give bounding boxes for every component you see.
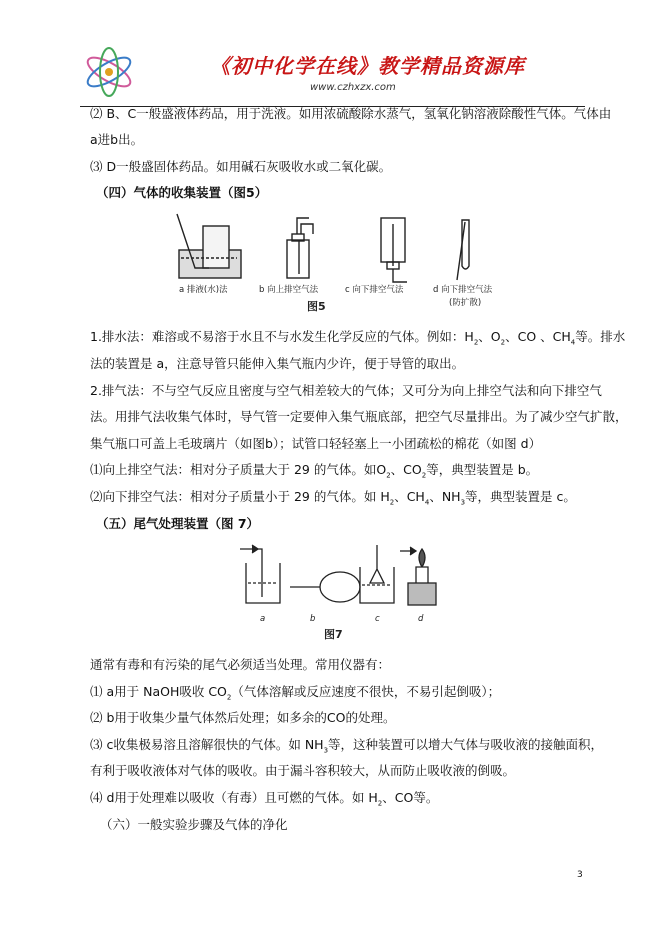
text-line: ⑷ d用于处理难以吸收（有毒）且可燃的气体。如 $H_2$、CO等。 [90,790,439,808]
text-line: 1.排水法：难溶或不易溶于水且不与水发生化学反应的气体。例如：$H_2$、$O_2$、CO 、$CH_4$等。排水 [90,329,626,347]
atom-logo-icon [80,46,138,98]
page-header [80,38,585,107]
apparatus-a [177,214,241,278]
apparatus-b [287,218,313,278]
header-title: 《初中化学在线》教学精品资源库 [210,54,525,78]
figure-5 [175,210,495,315]
text-line: ⑵ B、C一般盛液体药品，用于洗液。如用浓硫酸除水蒸气，氢氧化钠溶液除酸性气体。气体由 [90,106,612,121]
fig7-caption-d: d [418,614,424,624]
figure-7 [240,543,440,643]
fig7-caption-c: c [375,614,380,624]
text-line: ⑵ b用于收集少量气体然后处理；如多余的CO的处理。 [90,710,396,725]
text-line: 集气瓶口可盖上毛玻璃片（如图b）；试管口轻轻塞上一小团疏松的棉花（如图 d） [90,436,542,451]
section-heading: （五）尾气处理装置（图 7） [96,516,260,531]
caption-b: b 向上排空气法 [259,285,319,295]
text-line: ⑵向下排空气法：相对分子质量小于 29 的气体。如 $H_2$、$CH_4$、$NH_3$等，典型装置是 c。 [90,489,576,507]
text-line: 法。用排气法收集气体时，导气管一定要伸入集气瓶底部，把空气尽量排出。为了减少空气扩散， [90,409,628,424]
text-line: a进b出。 [90,132,144,147]
text-line: ⑴向上排空气法：相对分子质量大于 29 的气体。如$O_2$、$CO_2$等，典型装置是 b。 [90,462,539,480]
text-line: 2.排气法：不与空气反应且密度与空气相差较大的气体；又可分为向上排空气法和向下排空气 [90,383,602,398]
fig7-caption-b: b [310,614,316,624]
apparatus-c [381,218,407,282]
text-line: ⑴ a用于 NaOH吸收 $CO_2$（气体溶解或反应速度不很快，不易引起倒吸）； [90,684,501,702]
section-heading: （四）气体的收集装置（图5） [96,185,268,200]
figure-5-label: 图5 [307,300,326,313]
fig7-caption-a: a [260,614,266,624]
caption-d2: (防扩散) [449,298,482,308]
header-url: www.czhxzx.com [310,82,396,93]
caption-c: c 向下排空气法 [345,285,404,295]
figure-7-label: 图7 [324,628,343,641]
text-line: 法的装置是 a，注意导管只能伸入集气瓶内少许，便于导管的取出。 [90,356,465,371]
apparatus-d [457,220,469,280]
section-heading: （六）一般实验步骤及气体的净化 [100,817,288,832]
text-line: ⑶ c收集极易溶且溶解很快的气体。如 $NH_3$等，这种装置可以增大气体与吸收液的接触面积， [90,737,604,755]
page-number: 3 [577,870,583,880]
text-line: 有利于吸收液体对气体的吸收。由于漏斗容积较大，从而防止吸收液的倒吸。 [90,763,516,778]
caption-d: d 向下排空气法 [433,285,493,295]
text-line: ⑶ D一般盛固体药品。如用碱石灰吸收水或二氧化碳。 [90,159,392,174]
caption-a: a 排液(水)法 [179,285,228,295]
text-line: 通常有毒和有污染的尾气必须适当处理。常用仪器有： [90,657,391,672]
